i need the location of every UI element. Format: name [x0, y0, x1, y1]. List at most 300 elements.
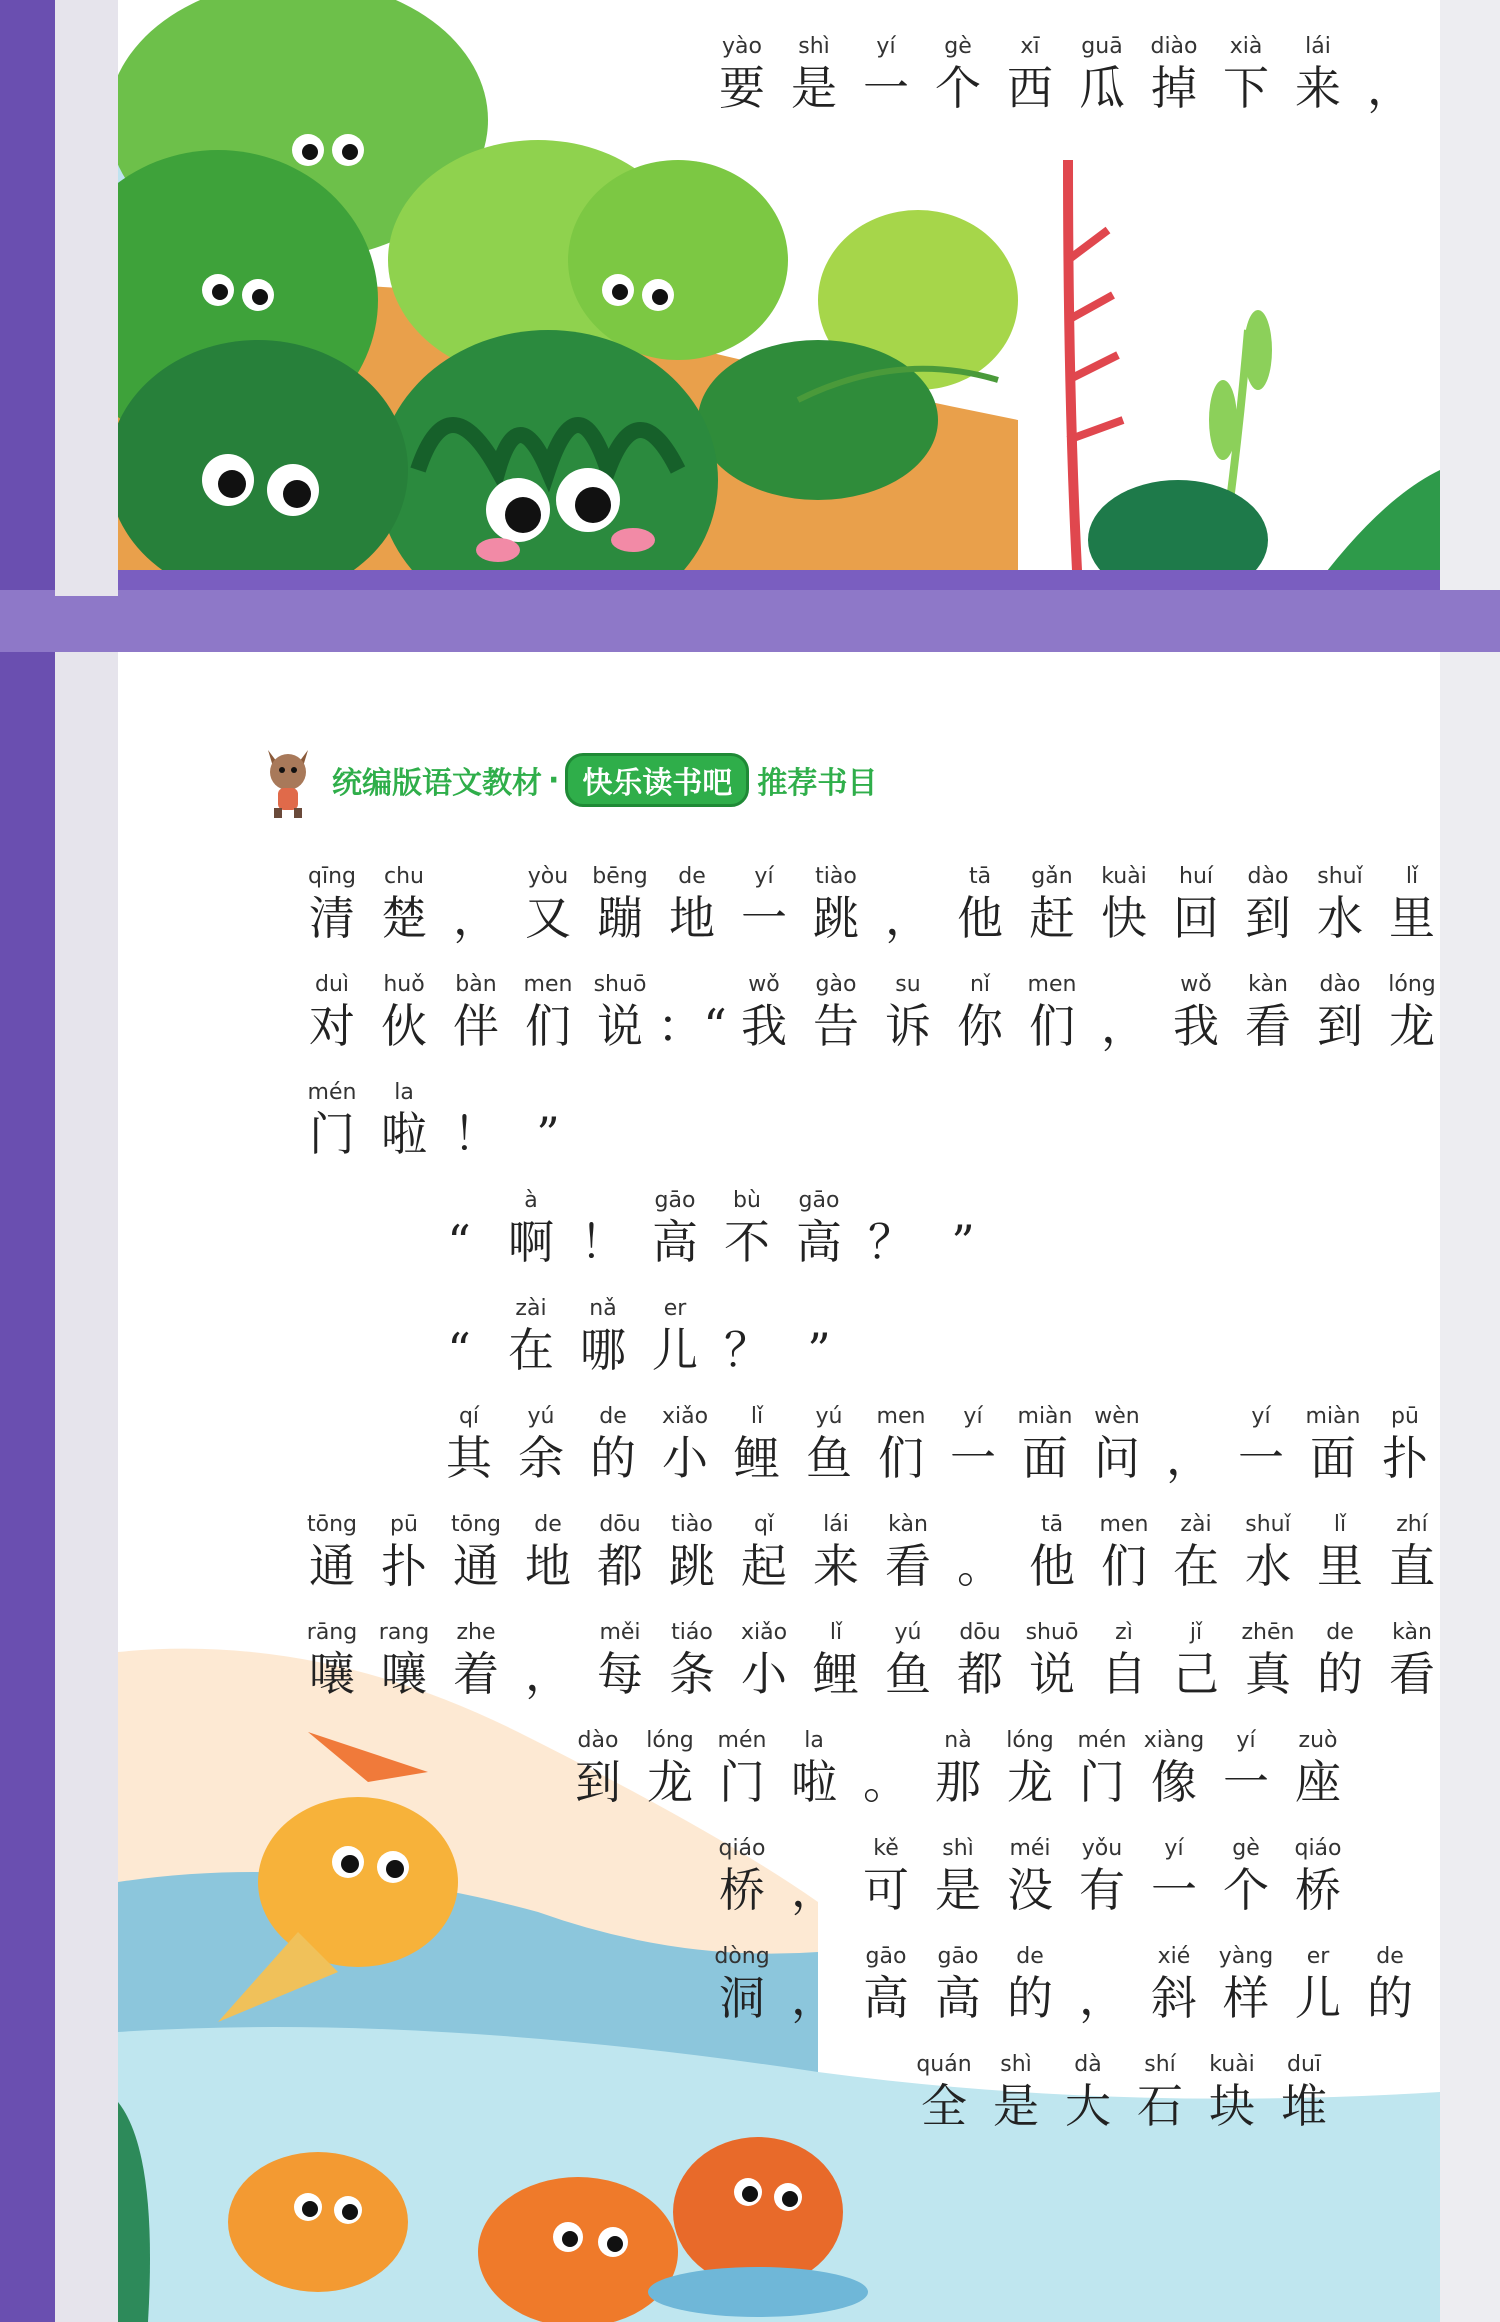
pinyin-syllable: lǐ [1405, 864, 1419, 889]
hanzi-char: 要 [719, 61, 765, 115]
hanzi-char: ， [1166, 1431, 1212, 1485]
hanzi-char: 一 [950, 1431, 996, 1485]
pinyin-syllable: zuò [1298, 1728, 1338, 1753]
hanzi-char: 石 [1137, 2079, 1183, 2133]
hanzi-row [296, 1108, 584, 1160]
pinyin-syllable [440, 862, 512, 892]
hanzi-char: 你 [957, 999, 1003, 1053]
pinyin-syllable [944, 1510, 1016, 1540]
hanzi-char: 的 [590, 1431, 636, 1485]
pinyin-syllable: yí [1164, 1836, 1184, 1861]
hanzi-char: 在 [508, 1323, 554, 1377]
pinyin-syllable: shì [1000, 2052, 1032, 2077]
pinyin-syllable [512, 1618, 584, 1648]
pinyin-syllable: zhí [1396, 1512, 1428, 1537]
page-edge-left [55, 0, 118, 596]
hanzi-char: 伴 [453, 999, 499, 1053]
pinyin-syllable: rang [378, 1620, 430, 1645]
pinyin-syllable: kě [873, 1836, 899, 1861]
hanzi-char: 一 [1223, 1755, 1269, 1809]
text-line [433, 1402, 1441, 1484]
pinyin-syllable: gè [1232, 1836, 1260, 1861]
hanzi-char: 啦 [791, 1755, 837, 1809]
hanzi-row [706, 1864, 1354, 1916]
pinyin-syllable: de [534, 1512, 562, 1537]
pinyin-syllable [423, 1294, 495, 1324]
pinyin-syllable: zài [515, 1296, 547, 1321]
pinyin-syllable: kuài [1101, 864, 1147, 889]
hanzi-char: 门 [1079, 1755, 1125, 1809]
hanzi-char: 啊 [508, 1215, 554, 1269]
pinyin-syllable: xià [1229, 34, 1263, 59]
hanzi-char: 没 [1007, 1863, 1053, 1917]
header-badge: 快乐读书吧 [565, 753, 749, 807]
page-fold [0, 590, 1500, 652]
hanzi-char: 一 [741, 891, 787, 945]
text-line [706, 1834, 1354, 1916]
pinyin-syllable: tōng [451, 1512, 501, 1537]
hanzi-char: 看 [885, 1539, 931, 1593]
hanzi-char: 斜 [1151, 1971, 1197, 2025]
hanzi-char: 一 [863, 61, 909, 115]
hanzi-char: 们 [525, 999, 571, 1053]
hanzi-char: ？ [724, 1323, 770, 1377]
pinyin-syllable: shuǐ [1317, 864, 1363, 889]
hanzi-char: ” [951, 1215, 975, 1269]
hanzi-char: 。 [957, 1539, 1003, 1593]
pinyin-syllable: huí [1179, 864, 1213, 889]
hanzi-char: 其 [446, 1431, 492, 1485]
hanzi-char: 像 [1151, 1755, 1197, 1809]
hanzi-char: ， [453, 891, 499, 945]
hanzi-char: ， [1079, 1971, 1125, 2025]
pinyin-syllable: lǐ [750, 1404, 764, 1429]
hanzi-row [296, 1000, 1448, 1052]
hanzi-char: 座 [1295, 1755, 1341, 1809]
hanzi-char: 是 [993, 2079, 1039, 2133]
pinyin-syllable [1066, 1942, 1138, 1972]
hanzi-char: 门 [719, 1755, 765, 1809]
pinyin-syllable: à [524, 1188, 538, 1213]
pinyin-syllable: tiào [815, 864, 857, 889]
hanzi-char: 门 [309, 1107, 355, 1161]
hanzi-char: “ [447, 1215, 471, 1269]
hanzi-row [296, 1648, 1448, 1700]
hanzi-char: 可 [863, 1863, 909, 1917]
pinyin-syllable: rāng [306, 1620, 358, 1645]
hanzi-row [433, 1432, 1441, 1484]
hanzi-char: 真 [1245, 1647, 1291, 1701]
pinyin-syllable: kuài [1209, 2052, 1255, 2077]
hanzi-char: ！ [580, 1215, 626, 1269]
pinyin-syllable: yàng [1218, 1944, 1274, 1969]
hanzi-char: 鲤 [813, 1647, 859, 1701]
hanzi-char: ：“ [657, 999, 727, 1053]
hanzi-char: ， [791, 1971, 837, 2025]
pinyin-syllable: tā [1040, 1512, 1064, 1537]
hanzi-row [908, 2080, 1340, 2132]
pinyin-syllable: gāo [798, 1188, 840, 1213]
pinyin-syllable: tōng [307, 1512, 357, 1537]
pinyin-syllable: miàn [1017, 1404, 1073, 1429]
pinyin-syllable: shuō [593, 972, 647, 997]
pinyin-row [296, 970, 1448, 1000]
hanzi-char: 又 [525, 891, 571, 945]
hanzi-char: 小 [662, 1431, 708, 1485]
pinyin-syllable: duì [314, 972, 350, 997]
pinyin-syllable: gǎn [1031, 864, 1073, 889]
hanzi-char: 嚷 [381, 1647, 427, 1701]
pinyin-syllable: dōu [959, 1620, 1001, 1645]
hanzi-row [296, 1540, 1448, 1592]
pinyin-syllable: gāo [937, 1944, 979, 1969]
pinyin-syllable: yú [527, 1404, 555, 1429]
hanzi-char: 余 [518, 1431, 564, 1485]
pinyin-syllable: quán [916, 2052, 972, 2077]
pinyin-syllable: duī [1286, 2052, 1322, 2077]
hanzi-char: 龙 [647, 1755, 693, 1809]
hanzi-row [423, 1216, 999, 1268]
pinyin-syllable [567, 1186, 639, 1216]
hanzi-char: 鱼 [806, 1431, 852, 1485]
pinyin-syllable [855, 1186, 927, 1216]
hanzi-char: 告 [813, 999, 859, 1053]
hanzi-char: 哪 [580, 1323, 626, 1377]
pinyin-syllable: dà [1074, 2052, 1102, 2077]
pinyin-syllable: gāo [865, 1944, 907, 1969]
pinyin-syllable [1153, 1402, 1225, 1432]
text-line [296, 1510, 1448, 1592]
pinyin-syllable: tiáo [671, 1620, 713, 1645]
hanzi-char: 桥 [719, 1863, 765, 1917]
hanzi-char: 诉 [885, 999, 931, 1053]
pinyin-syllable: er [1306, 1944, 1330, 1969]
hanzi-char: 蹦 [597, 891, 643, 945]
pinyin-syllable: qí [458, 1404, 480, 1429]
hanzi-char: 一 [1151, 1863, 1197, 1917]
hanzi-char: 个 [1223, 1863, 1269, 1917]
pinyin-syllable [711, 1294, 783, 1324]
pinyin-syllable: mén [1077, 1728, 1127, 1753]
pinyin-syllable: qǐ [753, 1512, 775, 1537]
hanzi-char: ， [525, 1647, 571, 1701]
pinyin-syllable: de [1326, 1620, 1354, 1645]
hanzi-char: 高 [796, 1215, 842, 1269]
hanzi-char: 面 [1022, 1431, 1068, 1485]
hanzi-char: 每 [597, 1647, 643, 1701]
pinyin-syllable: yí [876, 34, 896, 59]
hanzi-char: 。 [863, 1755, 909, 1809]
pinyin-syllable: měi [599, 1620, 641, 1645]
pinyin-syllable: zhēn [1241, 1620, 1295, 1645]
hanzi-char: 面 [1310, 1431, 1356, 1485]
pinyin-syllable: de [678, 864, 706, 889]
hanzi-char: 跳 [813, 891, 859, 945]
hanzi-char: 们 [878, 1431, 924, 1485]
pinyin-syllable: xiàng [1143, 1728, 1205, 1753]
pinyin-row [706, 32, 1426, 62]
hanzi-char: 不 [724, 1215, 770, 1269]
hanzi-char: 洞 [719, 1971, 765, 2025]
hanzi-char: 个 [935, 61, 981, 115]
hanzi-char: 的 [1007, 1971, 1053, 2025]
hanzi-char: 样 [1223, 1971, 1269, 2025]
hanzi-char: 都 [597, 1539, 643, 1593]
pinyin-syllable: chu [384, 864, 424, 889]
pinyin-syllable: shì [798, 34, 830, 59]
text-line [706, 32, 1426, 114]
text-line [296, 1078, 584, 1160]
hanzi-char: 清 [309, 891, 355, 945]
page-edge [1440, 0, 1500, 596]
hanzi-char: ！ [453, 1107, 499, 1161]
pinyin-syllable [778, 1942, 850, 1972]
pinyin-syllable: wǒ [748, 972, 780, 997]
pinyin-syllable: gào [815, 972, 857, 997]
pinyin-syllable: nà [944, 1728, 972, 1753]
page-edge-left [55, 652, 118, 2322]
pinyin-row [296, 1510, 1448, 1540]
pinyin-syllable: mén [307, 1080, 357, 1105]
pinyin-syllable: dào [1319, 972, 1361, 997]
hanzi-char: 的 [1367, 1971, 1413, 2025]
pinyin-syllable: men [523, 972, 573, 997]
pinyin-syllable: xī [1020, 34, 1040, 59]
hanzi-char: 地 [525, 1539, 571, 1593]
pinyin-row [562, 1726, 1354, 1756]
pinyin-syllable: de [599, 1404, 627, 1429]
hanzi-char: ” [807, 1323, 831, 1377]
pinyin-syllable: guā [1081, 34, 1123, 59]
pinyin-syllable: yǒu [1081, 1836, 1123, 1861]
pinyin-syllable [656, 970, 728, 1000]
pinyin-syllable: yí [963, 1404, 983, 1429]
hanzi-char: 啦 [381, 1107, 427, 1161]
hanzi-char: 楚 [381, 891, 427, 945]
page-edge [1440, 652, 1500, 2322]
pinyin-syllable: kàn [888, 1512, 928, 1537]
pinyin-syllable [1354, 32, 1426, 62]
pinyin-syllable: dào [577, 1728, 619, 1753]
hanzi-char: 鱼 [885, 1647, 931, 1701]
hanzi-char: 一 [1238, 1431, 1284, 1485]
pinyin-syllable: nǐ [969, 972, 991, 997]
hanzi-char: 来 [813, 1539, 859, 1593]
text-line [423, 1186, 999, 1268]
pinyin-syllable: wǒ [1180, 972, 1212, 997]
pinyin-syllable: shuō [1025, 1620, 1079, 1645]
pinyin-syllable [850, 1726, 922, 1756]
hanzi-char: 通 [453, 1539, 499, 1593]
top-page [118, 0, 1440, 596]
hanzi-char: 他 [957, 891, 1003, 945]
pinyin-syllable: mén [717, 1728, 767, 1753]
pinyin-syllable: gè [944, 34, 972, 59]
hanzi-char: 伙 [381, 999, 427, 1053]
hanzi-char: 扑 [381, 1539, 427, 1593]
hanzi-char: 西 [1007, 61, 1053, 115]
pinyin-syllable: bēng [592, 864, 648, 889]
pinyin-syllable: yí [1236, 1728, 1256, 1753]
hanzi-row [706, 62, 1426, 114]
hanzi-char: 们 [1029, 999, 1075, 1053]
hanzi-char: 是 [791, 61, 837, 115]
pinyin-syllable: nǎ [589, 1296, 617, 1321]
hanzi-char: 回 [1173, 891, 1219, 945]
pinyin-syllable: dào [1247, 864, 1289, 889]
pinyin-row [296, 1618, 1448, 1648]
hanzi-char: 大 [1065, 2079, 1111, 2133]
hanzi-char: 们 [1101, 1539, 1147, 1593]
pinyin-row [296, 1078, 584, 1108]
pinyin-row [706, 1834, 1354, 1864]
hanzi-char: 水 [1317, 891, 1363, 945]
cat-mascot-icon [258, 740, 318, 820]
hanzi-char: 我 [1173, 999, 1219, 1053]
text-line [908, 2050, 1340, 2132]
hanzi-char: 龙 [1007, 1755, 1053, 1809]
pinyin-syllable: shì [942, 1836, 974, 1861]
pinyin-syllable: pū [1391, 1404, 1419, 1429]
pinyin-syllable: xiǎo [661, 1404, 709, 1429]
header-recommend: 推荐书目 [757, 766, 878, 801]
hanzi-char: 说 [597, 999, 643, 1053]
hanzi-char: ， [1367, 61, 1413, 115]
pinyin-syllable: lái [823, 1512, 849, 1537]
text-line [562, 1726, 1354, 1808]
pinyin-syllable: bàn [455, 972, 497, 997]
hanzi-char: 起 [741, 1539, 787, 1593]
pinyin-syllable: de [1376, 1944, 1404, 1969]
hanzi-char: 说 [1029, 1647, 1075, 1701]
pinyin-syllable: lóng [1006, 1728, 1054, 1753]
hanzi-char: 堆 [1281, 2079, 1327, 2133]
hanzi-char: 的 [1317, 1647, 1363, 1701]
hanzi-char: 高 [863, 1971, 909, 2025]
pinyin-row [423, 1186, 999, 1216]
pinyin-syllable: yú [894, 1620, 922, 1645]
hanzi-char: ？ [868, 1215, 914, 1269]
hanzi-char: 鲤 [734, 1431, 780, 1485]
hanzi-char: 赶 [1029, 891, 1075, 945]
pinyin-syllable: lǐ [1333, 1512, 1347, 1537]
pinyin-syllable: dòng [714, 1944, 770, 1969]
pinyin-syllable: pū [390, 1512, 418, 1537]
hanzi-char: 通 [309, 1539, 355, 1593]
text-line [706, 1942, 1498, 2024]
hanzi-char: 块 [1209, 2079, 1255, 2133]
hanzi-char: 着 [453, 1647, 499, 1701]
hanzi-char: 瓜 [1079, 61, 1125, 115]
pinyin-row [908, 2050, 1340, 2080]
header-series: 统编版语文教材 [332, 766, 542, 801]
hanzi-char: 跳 [669, 1539, 715, 1593]
hanzi-char: 都 [957, 1647, 1003, 1701]
hanzi-char: 自 [1101, 1647, 1147, 1701]
pinyin-syllable [783, 1294, 855, 1324]
pinyin-syllable [872, 862, 944, 892]
pinyin-syllable: lóng [646, 1728, 694, 1753]
hanzi-char: 直 [1389, 1539, 1435, 1593]
text-line [296, 970, 1448, 1052]
pinyin-syllable: dōu [599, 1512, 641, 1537]
hanzi-char: 桥 [1295, 1863, 1341, 1917]
pinyin-syllable: men [876, 1404, 926, 1429]
pinyin-syllable [512, 1078, 584, 1108]
hanzi-char: 条 [669, 1647, 715, 1701]
pinyin-row [706, 1942, 1498, 1972]
hanzi-char: 下 [1223, 61, 1269, 115]
pinyin-syllable: tā [968, 864, 992, 889]
pinyin-syllable: la [804, 1728, 824, 1753]
pinyin-syllable: diào [1150, 34, 1198, 59]
hanzi-char: 来 [1295, 61, 1341, 115]
pinyin-syllable: men [1027, 972, 1077, 997]
pinyin-syllable: la [394, 1080, 414, 1105]
hanzi-char: 儿 [652, 1323, 698, 1377]
pinyin-row [433, 1402, 1441, 1432]
pinyin-syllable: lóng [1388, 972, 1436, 997]
pinyin-syllable: zài [1180, 1512, 1212, 1537]
pinyin-syllable: bù [733, 1188, 761, 1213]
pinyin-syllable: tiào [671, 1512, 713, 1537]
hanzi-char: 那 [935, 1755, 981, 1809]
hanzi-char: 全 [921, 2079, 967, 2133]
pinyin-syllable [927, 1186, 999, 1216]
hanzi-char: ” [536, 1107, 560, 1161]
hanzi-char: 儿 [1295, 1971, 1341, 2025]
hanzi-char: 龙 [1389, 999, 1435, 1053]
pinyin-syllable: gāo [654, 1188, 696, 1213]
pinyin-syllable: kàn [1248, 972, 1288, 997]
pinyin-syllable: lǐ [829, 1620, 843, 1645]
pinyin-syllable [440, 1078, 512, 1108]
text-line [423, 1294, 855, 1376]
hanzi-char: 到 [575, 1755, 621, 1809]
pinyin-syllable: su [895, 972, 921, 997]
hanzi-char: 高 [652, 1215, 698, 1269]
pinyin-syllable: qiáo [718, 1836, 766, 1861]
hanzi-char: ， [1101, 999, 1147, 1053]
pinyin-syllable: zhe [456, 1620, 496, 1645]
header-separator: · [548, 762, 560, 798]
pinyin-syllable: wèn [1094, 1404, 1140, 1429]
hanzi-char: 到 [1317, 999, 1363, 1053]
pinyin-syllable: zì [1115, 1620, 1133, 1645]
pinyin-syllable [1088, 970, 1160, 1000]
hanzi-row [562, 1756, 1354, 1808]
book-header [258, 740, 877, 820]
pinyin-syllable: kàn [1392, 1620, 1432, 1645]
hanzi-char: 小 [741, 1647, 787, 1701]
pinyin-syllable: yí [754, 864, 774, 889]
pinyin-syllable: xié [1157, 1944, 1191, 1969]
pinyin-row [423, 1294, 855, 1324]
hanzi-char: 到 [1245, 891, 1291, 945]
pinyin-syllable: yú [815, 1404, 843, 1429]
hanzi-char: 他 [1029, 1539, 1075, 1593]
hanzi-char: 问 [1094, 1431, 1140, 1485]
pinyin-syllable: yào [722, 34, 762, 59]
hanzi-char: 在 [1173, 1539, 1219, 1593]
hanzi-char: “ [447, 1323, 471, 1377]
pinyin-syllable [423, 1186, 495, 1216]
hanzi-char: 扑 [1382, 1431, 1428, 1485]
hanzi-row [423, 1324, 855, 1376]
bottom-page [118, 652, 1440, 2322]
pinyin-syllable: xiǎo [740, 1620, 788, 1645]
hanzi-char: 对 [309, 999, 355, 1053]
